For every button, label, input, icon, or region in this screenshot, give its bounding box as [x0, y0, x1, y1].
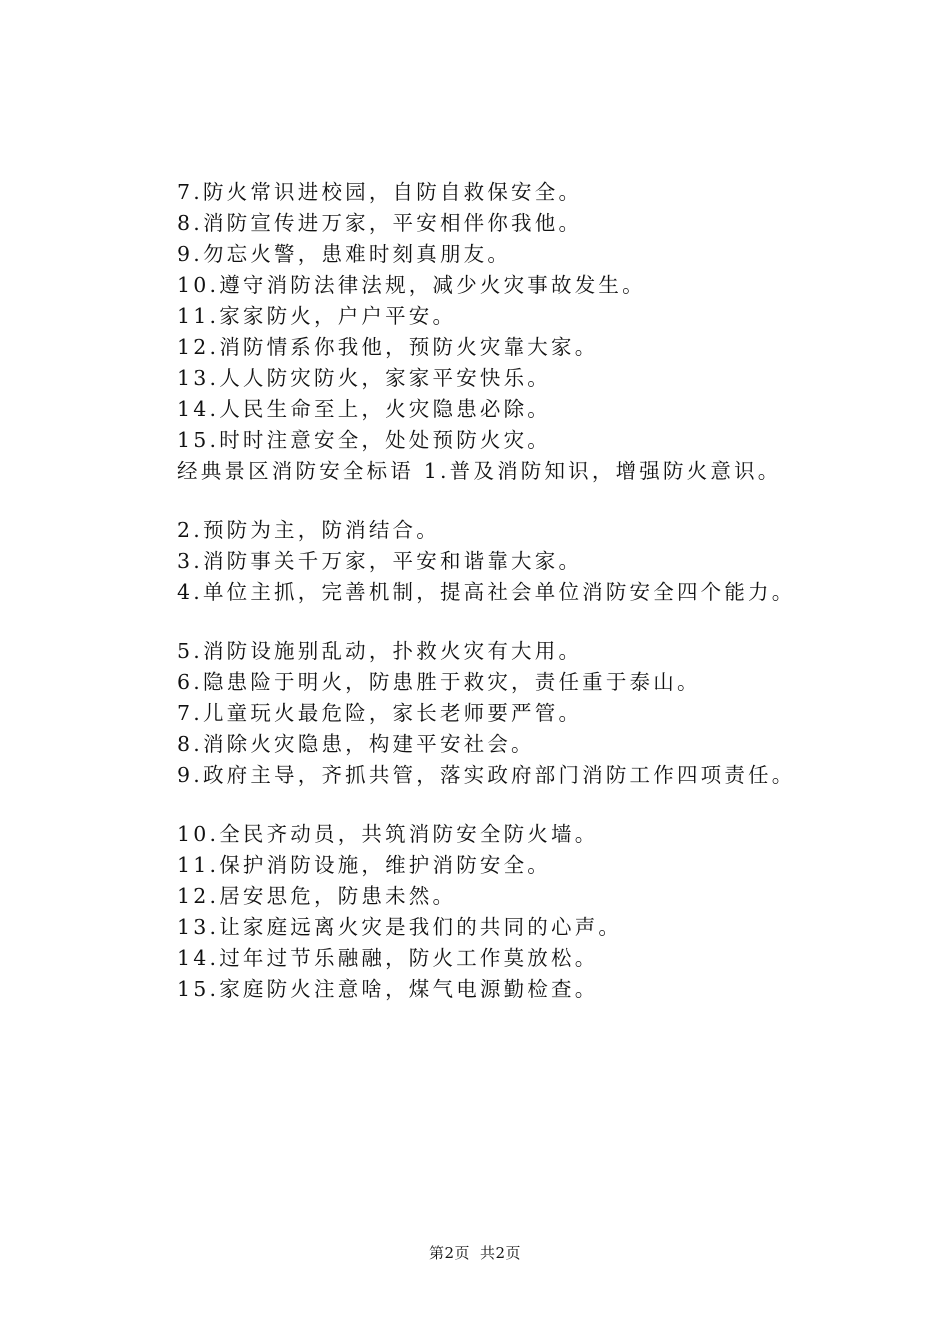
text-line: 11.保护消防设施，维护消防安全。	[177, 853, 552, 877]
text-line: 15.家庭防火注意啥，煤气电源勤检查。	[177, 977, 599, 1001]
text-line: 10.遵守消防法律法规，减少火灾事故发生。	[177, 273, 646, 297]
text-line: 7.防火常识进校园，自防自救保安全。	[177, 180, 583, 204]
text-line: 6.隐患险于明火，防患胜于救灾，责任重于泰山。	[177, 670, 701, 694]
text-line: 9.政府主导，齐抓共管，落实政府部门消防工作四项责任。	[177, 763, 796, 787]
text-line: 11.家家防火，户户平安。	[177, 304, 457, 328]
text-line: 15.时时注意安全，处处预防火灾。	[177, 428, 552, 452]
text-line: 13.让家庭远离火灾是我们的共同的心声。	[177, 915, 623, 939]
page-number: 第2页	[428, 1244, 470, 1262]
page-total: 共2页	[480, 1244, 522, 1262]
text-line: 14.人民生命至上，火灾隐患必除。	[177, 397, 552, 421]
text-line: 5.消防设施别乱动，扑救火灾有大用。	[177, 639, 583, 663]
text-line: 3.消防事关千万家，平安和谐靠大家。	[177, 549, 583, 573]
text-line: 2.预防为主，防消结合。	[177, 518, 440, 542]
text-line: 14.过年过节乐融融，防火工作莫放松。	[177, 946, 599, 970]
section-heading-line: 经典景区消防安全标语 1.普及消防知识，增强防火意识。	[177, 459, 782, 483]
text-line: 13.人人防灾防火，家家平安快乐。	[177, 366, 552, 390]
text-line: 7.儿童玩火最危险，家长老师要严管。	[177, 701, 583, 725]
text-line: 8.消防宣传进万家，平安相伴你我他。	[177, 211, 583, 235]
text-line: 12.消防情系你我他，预防火灾靠大家。	[177, 335, 599, 359]
text-line: 8.消除火灾隐患，构建平安社会。	[177, 732, 535, 756]
text-line: 10.全民齐动员，共筑消防安全防火墙。	[177, 822, 599, 846]
page-footer	[0, 1243, 950, 1263]
text-line: 4.单位主抓，完善机制，提高社会单位消防安全四个能力。	[177, 580, 796, 604]
text-line: 9.勿忘火警，患难时刻真朋友。	[177, 242, 512, 266]
text-line: 12.居安思危，防患未然。	[177, 884, 457, 908]
